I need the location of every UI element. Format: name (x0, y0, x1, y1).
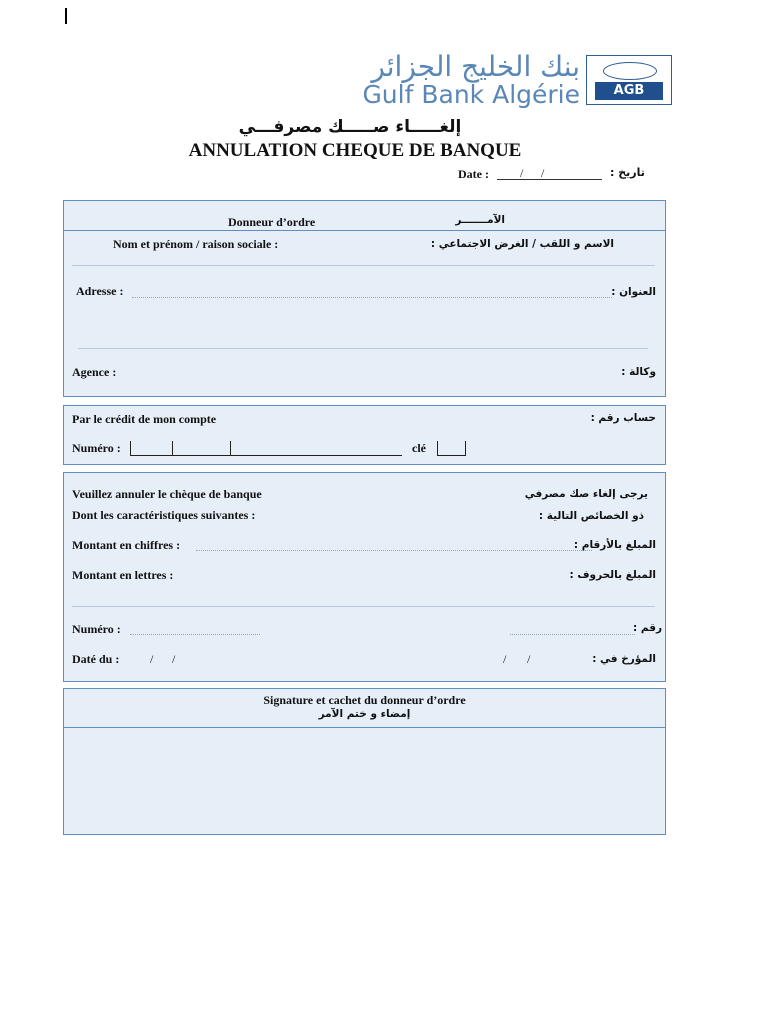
name-input-line[interactable] (72, 265, 655, 266)
text-cursor (65, 8, 67, 24)
dated-label: Daté du : (72, 652, 120, 666)
address-label-arabic: العنوان : (611, 286, 656, 298)
page-title: ANNULATION CHEQUE DE BANQUE (188, 140, 522, 161)
signature-area[interactable] (64, 728, 664, 832)
credit-label-arabic: حساب رقم : (590, 412, 656, 424)
address-label: Adresse : (76, 284, 124, 298)
cheque-number-input[interactable] (130, 634, 260, 635)
amount-digits-input[interactable] (196, 550, 592, 551)
dated-separator: / (503, 652, 507, 666)
account-number-label: Numéro : (72, 441, 121, 455)
credit-label: Par le crédit de mon compte (72, 412, 217, 426)
signature-label: Signature et cachet du donneur d’ordre (263, 693, 466, 707)
date-separator: / (541, 166, 545, 180)
amount-letters-input[interactable] (72, 606, 655, 607)
logo-globe-icon (603, 62, 657, 80)
date-field[interactable] (497, 179, 602, 180)
dated-label-arabic: المؤرخ في : (592, 653, 656, 665)
cheque-number-input-arabic[interactable] (510, 634, 635, 635)
address-input-line[interactable] (132, 297, 612, 298)
key-input[interactable] (437, 441, 466, 456)
account-number-input[interactable] (130, 441, 402, 456)
amount-digits-label: Montant en chiffres : (72, 538, 181, 552)
name-label-arabic: الاسم و اللقب / الغرض الاجتماعي : (430, 238, 614, 250)
cheque-number-label-arabic: رقم : (632, 622, 662, 634)
dated-separator: / (172, 652, 176, 666)
cheque-characteristics-arabic: ذو الخصائص التالية : (538, 510, 644, 522)
donneur-heading-arabic: الآمـــــــر (455, 214, 505, 226)
signature-label-arabic: إمضاء و ختم الآمر (318, 708, 411, 720)
agency-label: Agence : (72, 365, 117, 379)
cheque-instruction: Veuillez annuler le chèque de banque (72, 487, 262, 501)
page-title-arabic: إلغـــــاء صـــــك مصرفـــي (238, 117, 462, 137)
section-divider (63, 230, 666, 231)
address-input-line-2[interactable] (78, 348, 648, 349)
cheque-characteristics: Dont les caractéristiques suivantes : (72, 508, 256, 522)
cheque-instruction-arabic: يرجى إلغاء صك مصرفي (524, 488, 648, 500)
dated-separator: / (527, 652, 531, 666)
amount-digits-label-arabic: المبلغ بالأرقام : (573, 539, 656, 551)
dated-separator: / (150, 652, 154, 666)
logo-text: AGB (595, 82, 663, 100)
cheque-number-label: Numéro : (72, 622, 121, 636)
date-label: Date : (458, 167, 489, 181)
bank-name-english: Gulf Bank Algérie (362, 80, 580, 109)
date-separator: / (520, 166, 524, 180)
key-label: clé (412, 441, 426, 455)
amount-letters-label-arabic: المبلغ بالحروف : (569, 569, 656, 581)
bank-logo (586, 55, 672, 105)
name-label: Nom et prénom / raison sociale : (113, 237, 279, 251)
amount-letters-label: Montant en lettres : (72, 568, 174, 582)
bank-name-arabic: بنك الخليج الجزائر (371, 50, 580, 83)
agency-label-arabic: وكالة : (621, 366, 656, 378)
donneur-heading: Donneur d’ordre (228, 215, 316, 229)
date-label-arabic: تاريخ : (610, 166, 645, 179)
